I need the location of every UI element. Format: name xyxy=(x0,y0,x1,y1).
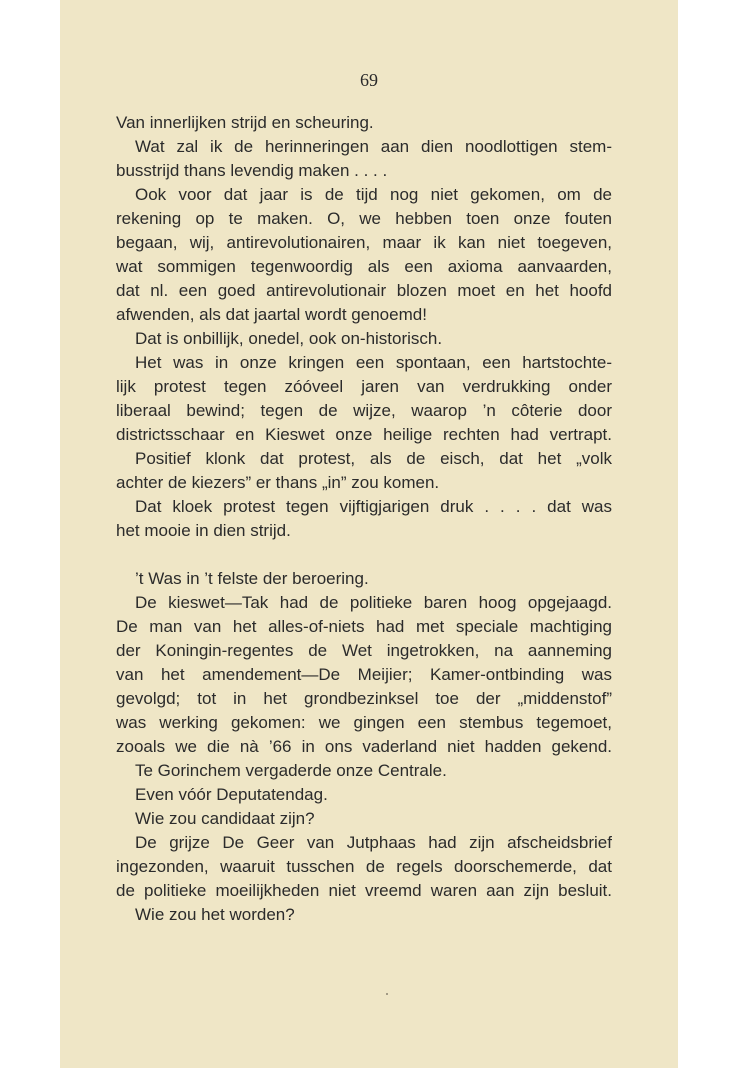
text-line: begaan, wij, antirevolutionairen, maar ik kan niet toegeven, xyxy=(116,233,612,252)
text-line: zooals we die nà ’66 in ons vaderland niet hadden gekend. xyxy=(116,737,612,756)
text-line: Van innerlijken strijd en scheuring. xyxy=(116,113,374,132)
text-line: Even vóór Deputatendag. xyxy=(135,785,328,804)
text-line: De grijze De Geer van Jutphaas had zijn afscheidsbrief xyxy=(135,833,612,852)
text-line: Wie zou het worden? xyxy=(135,905,295,924)
text-line: afwenden, als dat jaartal wordt genoemd! xyxy=(116,305,427,324)
text-line: Te Gorinchem vergaderde onze Centrale. xyxy=(135,761,447,780)
text-line: Wat zal ik de herinneringen aan dien noodlottigen stem- xyxy=(135,137,612,156)
section-gap xyxy=(116,543,612,567)
text-line: achter de kiezers” er thans „in” zou komen. xyxy=(116,473,440,492)
text-line: was werking gekomen: we gingen een stembus tegemoet, xyxy=(116,713,612,732)
text-line: het mooie in dien strijd. xyxy=(116,521,291,540)
text-line: wat sommigen tegenwoordig als een axioma aanvaarden, xyxy=(116,257,612,276)
body-text xyxy=(116,111,612,927)
page-speck xyxy=(386,993,388,995)
text-line: lijk protest tegen zóóveel jaren van verdrukking onder xyxy=(116,377,612,396)
text-line: busstrijd thans levendig maken . . . . xyxy=(116,161,388,180)
text-line: Ook voor dat jaar is de tijd nog niet gekomen, om de xyxy=(135,185,612,204)
text-line: De man van het alles-of-niets had met speciale machtiging xyxy=(116,617,612,636)
text-line: Dat is onbillijk, onedel, ook on-historisch. xyxy=(135,329,443,348)
book-page xyxy=(60,0,678,1068)
text-line: van het amendement—De Meijier; Kamer-ontbinding was xyxy=(116,665,612,684)
page-number: 69 xyxy=(360,70,378,90)
text-line: de politieke moeilijkheden niet vreemd waren aan zijn besluit. xyxy=(116,881,612,900)
text-line: dat nl. een goed antirevolutionair blozen moet en het hoofd xyxy=(116,281,612,300)
text-line: Het was in onze kringen een spontaan, een hartstochte- xyxy=(135,353,612,372)
text-line: Dat kloek protest tegen vijftigjarigen druk . . . . dat was xyxy=(135,497,612,516)
text-line: ingezonden, waaruit tusschen de regels doorschemerde, dat xyxy=(116,857,612,876)
text-line: rekening op te maken. O, we hebben toen onze fouten xyxy=(116,209,612,228)
text-line: Positief klonk dat protest, als de eisch, dat het „volk xyxy=(135,449,612,468)
text-line: districtsschaar en Kieswet onze heilige rechten had vertrapt. xyxy=(116,425,612,444)
text-line: der Koningin-regentes de Wet ingetrokken, na aanneming xyxy=(116,641,612,660)
text-line: gevolgd; tot in het grondbezinksel toe der „middenstof” xyxy=(116,689,612,708)
text-line: ’t Was in ’t felste der beroering. xyxy=(135,569,369,588)
text-line: liberaal bewind; tegen de wijze, waarop ’n côterie door xyxy=(116,401,612,420)
text-line: Wie zou candidaat zijn? xyxy=(135,809,315,828)
text-line: De kieswet—Tak had de politieke baren hoog opgejaagd. xyxy=(135,593,612,612)
